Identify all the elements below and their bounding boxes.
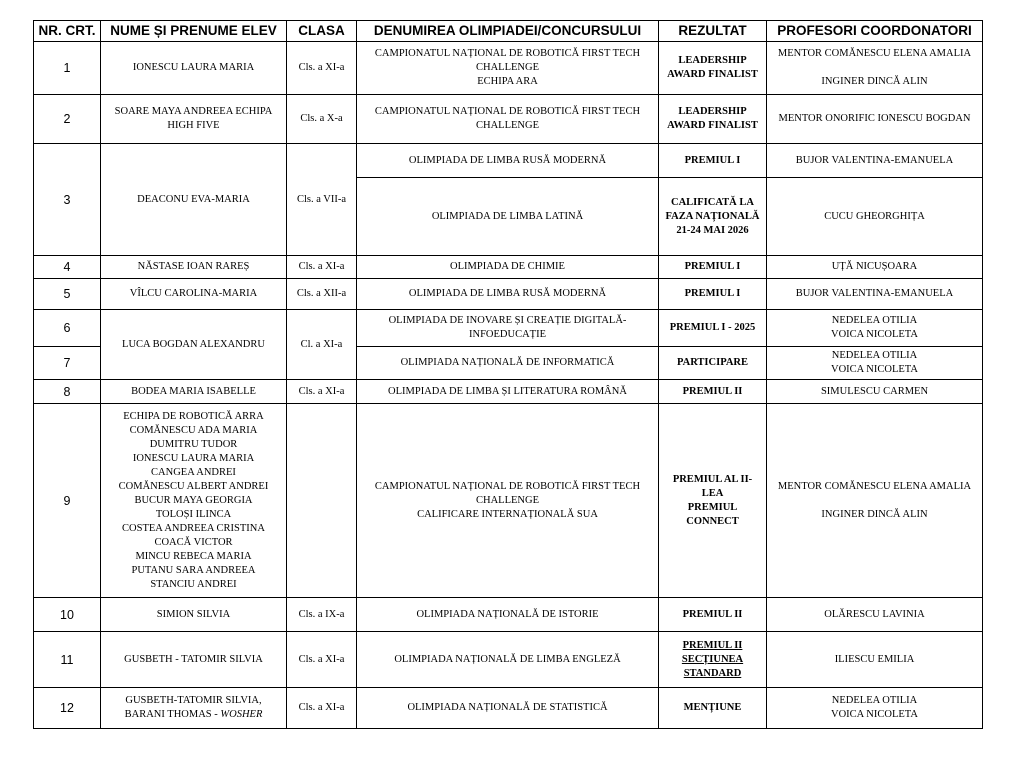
competition-line: OLIMPIADA DE INOVARE ȘI CREAȚIE DIGITALĂ- bbox=[388, 315, 627, 326]
student-name: DEACONU EVA-MARIA bbox=[101, 144, 287, 256]
result-cell: PREMIUL II bbox=[659, 380, 767, 404]
result-cell: MENȚIUNE bbox=[659, 688, 767, 729]
name-line: COACĂ VICTOR bbox=[154, 536, 233, 548]
table-row bbox=[34, 310, 983, 347]
result-cell: PREMIUL II bbox=[659, 598, 767, 632]
teacher-line: INGINER DINCĂ ALIN bbox=[821, 76, 928, 87]
class-cell: Cls. a XI-a bbox=[287, 632, 357, 688]
result-line: STANDARD bbox=[683, 667, 742, 679]
student-name: BODEA MARIA ISABELLE bbox=[101, 380, 287, 404]
result-cell bbox=[659, 404, 767, 598]
result-line: PREMIUL II bbox=[682, 639, 743, 651]
competition-cell bbox=[357, 310, 659, 347]
row-number: 2 bbox=[34, 95, 101, 144]
competition-cell: OLIMPIADA NAȚIONALĂ DE LIMBA ENGLEZĂ bbox=[357, 632, 659, 688]
competition-cell: OLIMPIADA DE LIMBA RUSĂ MODERNĂ bbox=[357, 144, 659, 178]
result-cell bbox=[659, 95, 767, 144]
row-number: 5 bbox=[34, 279, 101, 310]
class-cell: Cl. a XI-a bbox=[287, 310, 357, 380]
table-row bbox=[34, 404, 983, 598]
class-cell: Cls. a IX-a bbox=[287, 598, 357, 632]
name-line: IONESCU LAURA MARIA bbox=[132, 452, 255, 464]
teachers-cell bbox=[767, 404, 983, 598]
name-line: STANCIU ANDREI bbox=[150, 578, 237, 590]
teachers-cell: ILIESCU EMILIA bbox=[767, 632, 983, 688]
result-line: FAZA NAȚIONALĂ bbox=[665, 210, 760, 222]
student-name: LUCA BOGDAN ALEXANDRU bbox=[101, 310, 287, 380]
name-part: BARANI THOMAS - bbox=[124, 709, 221, 720]
name-line: GUSBETH-TATOMIR SILVIA, bbox=[125, 695, 262, 706]
result-line: 21-24 MAI 2026 bbox=[676, 224, 749, 236]
competition-line: CAMPIONATUL NAȚIONAL DE ROBOTICĂ FIRST TECH bbox=[374, 480, 641, 492]
result-cell: PREMIUL I bbox=[659, 279, 767, 310]
teacher-line: MENTOR COMĂNESCU ELENA AMALIA bbox=[777, 480, 972, 492]
name-line: DUMITRU TUDOR bbox=[149, 438, 238, 450]
competition-line: CALIFICARE INTERNAȚIONALĂ SUA bbox=[417, 508, 598, 520]
name-line bbox=[103, 708, 284, 722]
competition-line: CAMPIONATUL NAȚIONAL DE ROBOTICĂ FIRST TECH bbox=[374, 106, 641, 117]
teachers-cell: CUCU GHEORGHIȚA bbox=[767, 178, 983, 256]
row-number: 7 bbox=[34, 347, 101, 380]
header-clasa: CLASA bbox=[287, 21, 357, 42]
result-line: PREMIUL bbox=[687, 501, 738, 513]
header-profesori: PROFESORI COORDONATORI bbox=[767, 21, 983, 42]
competition-cell: OLIMPIADA DE LIMBA ȘI LITERATURA ROMÂNĂ bbox=[357, 380, 659, 404]
name-line: ECHIPA DE ROBOTICĂ ARRA bbox=[123, 410, 264, 422]
competition-line: ECHIPA ARA bbox=[477, 76, 538, 87]
result-line: AWARD FINALIST bbox=[667, 120, 758, 131]
class-cell bbox=[287, 404, 357, 598]
name-line: COMĂNESCU ADA MARIA bbox=[129, 424, 258, 436]
student-name: SIMION SILVIA bbox=[101, 598, 287, 632]
table-row bbox=[34, 380, 983, 404]
row-number: 8 bbox=[34, 380, 101, 404]
teachers-cell bbox=[767, 347, 983, 380]
name-line: CANGEA ANDREI bbox=[151, 466, 236, 478]
teachers-cell: BUJOR VALENTINA-EMANUELA bbox=[767, 279, 983, 310]
competition-cell: OLIMPIADA DE LIMBA LATINĂ bbox=[357, 178, 659, 256]
competition-line: CAMPIONATUL NAȚIONAL DE ROBOTICĂ FIRST TECH bbox=[374, 48, 641, 59]
result-line: LEA bbox=[701, 487, 724, 499]
name-line: PUTANU SARA ANDREEA bbox=[131, 564, 256, 576]
table-row bbox=[34, 256, 983, 279]
teachers-cell bbox=[767, 42, 983, 95]
row-number: 12 bbox=[34, 688, 101, 729]
row-number: 11 bbox=[34, 632, 101, 688]
competition-cell bbox=[357, 404, 659, 598]
result-line: CALIFICATĂ LA bbox=[671, 196, 754, 208]
competition-cell: OLIMPIADA DE LIMBA RUSĂ MODERNĂ bbox=[357, 279, 659, 310]
result-cell: PREMIUL I bbox=[659, 256, 767, 279]
result-cell bbox=[659, 632, 767, 688]
table-row bbox=[34, 688, 983, 729]
student-name bbox=[101, 95, 287, 144]
teachers-cell bbox=[767, 688, 983, 729]
table-row bbox=[34, 598, 983, 632]
name-line: COMĂNESCU ALBERT ANDREI bbox=[118, 480, 269, 492]
row-number: 3 bbox=[34, 144, 101, 256]
header-denumire: DENUMIREA OLIMPIADEI/CONCURSULUI bbox=[357, 21, 659, 42]
row-number: 6 bbox=[34, 310, 101, 347]
result-line: LEADERSHIP bbox=[678, 106, 747, 117]
class-cell: Cls. a XI-a bbox=[287, 688, 357, 729]
header-row bbox=[34, 21, 983, 42]
teachers-cell: SIMULESCU CARMEN bbox=[767, 380, 983, 404]
teacher-line: NEDELEA OTILIA bbox=[831, 695, 918, 706]
name-line: MINCU REBECA MARIA bbox=[135, 550, 252, 562]
row-number: 1 bbox=[34, 42, 101, 95]
name-line: TOLOȘI ILINCA bbox=[155, 508, 232, 520]
result-cell: PARTICIPARE bbox=[659, 347, 767, 380]
results-table bbox=[33, 20, 983, 729]
teacher-line: INGINER DINCĂ ALIN bbox=[821, 508, 928, 520]
class-cell: Cls. a X-a bbox=[287, 95, 357, 144]
student-name: VÎLCU CAROLINA-MARIA bbox=[101, 279, 287, 310]
student-name bbox=[101, 688, 287, 729]
row-number: 4 bbox=[34, 256, 101, 279]
name-line: BUCUR MAYA GEORGIA bbox=[134, 494, 253, 506]
result-line: PREMIUL AL II- bbox=[672, 473, 753, 485]
student-name: NĂSTASE IOAN RAREȘ bbox=[101, 256, 287, 279]
competition-line: CHALLENGE bbox=[476, 494, 539, 506]
competition-cell bbox=[357, 42, 659, 95]
header-rezultat: REZULTAT bbox=[659, 21, 767, 42]
table-row bbox=[34, 144, 983, 178]
teacher-line: VOICA NICOLETA bbox=[831, 709, 918, 720]
teacher-line: VOICA NICOLETA bbox=[831, 329, 918, 340]
student-name: GUSBETH - TATOMIR SILVIA bbox=[101, 632, 287, 688]
header-nr: NR. CRT. bbox=[34, 21, 101, 42]
header-nume: NUME ȘI PRENUME ELEV bbox=[101, 21, 287, 42]
student-name bbox=[101, 404, 287, 598]
teacher-line: VOICA NICOLETA bbox=[831, 364, 918, 375]
team-name: WOSHER bbox=[220, 709, 263, 720]
teachers-cell: UȚĂ NICUȘOARA bbox=[767, 256, 983, 279]
competition-cell: OLIMPIADA NAȚIONALĂ DE STATISTICĂ bbox=[357, 688, 659, 729]
class-cell: Cls. a XI-a bbox=[287, 380, 357, 404]
teachers-cell: OLĂRESCU LAVINIA bbox=[767, 598, 983, 632]
competition-cell: OLIMPIADA NAȚIONALĂ DE ISTORIE bbox=[357, 598, 659, 632]
teacher-line: NEDELEA OTILIA bbox=[831, 315, 918, 326]
result-line: SECȚIUNEA bbox=[681, 653, 744, 665]
class-cell: Cls. a XI-a bbox=[287, 256, 357, 279]
table-row bbox=[34, 279, 983, 310]
teacher-line: NEDELEA OTILIA bbox=[831, 350, 918, 361]
teachers-cell: BUJOR VALENTINA-EMANUELA bbox=[767, 144, 983, 178]
result-cell: PREMIUL I bbox=[659, 144, 767, 178]
competition-cell: OLIMPIADA NAȚIONALĂ DE INFORMATICĂ bbox=[357, 347, 659, 380]
table-row bbox=[34, 95, 983, 144]
result-cell bbox=[659, 42, 767, 95]
name-line: COSTEA ANDREEA CRISTINA bbox=[122, 522, 265, 534]
teachers-cell: MENTOR ONORIFIC IONESCU BOGDAN bbox=[767, 95, 983, 144]
class-cell: Cls. a XI-a bbox=[287, 42, 357, 95]
teacher-line: MENTOR COMĂNESCU ELENA AMALIA bbox=[777, 48, 972, 59]
class-cell: Cls. a VII-a bbox=[287, 144, 357, 256]
name-line: SOARE MAYA ANDREEA ECHIPA bbox=[114, 106, 273, 117]
row-number: 9 bbox=[34, 404, 101, 598]
row-number: 10 bbox=[34, 598, 101, 632]
competition-line: CHALLENGE bbox=[476, 62, 539, 73]
result-line: AWARD FINALIST bbox=[667, 69, 758, 80]
result-cell bbox=[659, 178, 767, 256]
result-line: CONNECT bbox=[686, 515, 739, 527]
competition-line: CHALLENGE bbox=[476, 120, 539, 131]
competition-cell: OLIMPIADA DE CHIMIE bbox=[357, 256, 659, 279]
result-line: LEADERSHIP bbox=[678, 55, 747, 66]
class-cell: Cls. a XII-a bbox=[287, 279, 357, 310]
competition-line: INFOEDUCAȚIE bbox=[469, 329, 546, 340]
competition-cell bbox=[357, 95, 659, 144]
result-cell: PREMIUL I - 2025 bbox=[659, 310, 767, 347]
name-line: HIGH FIVE bbox=[167, 120, 220, 131]
teachers-cell bbox=[767, 310, 983, 347]
table-row bbox=[34, 632, 983, 688]
table-row bbox=[34, 42, 983, 95]
student-name: IONESCU LAURA MARIA bbox=[101, 42, 287, 95]
